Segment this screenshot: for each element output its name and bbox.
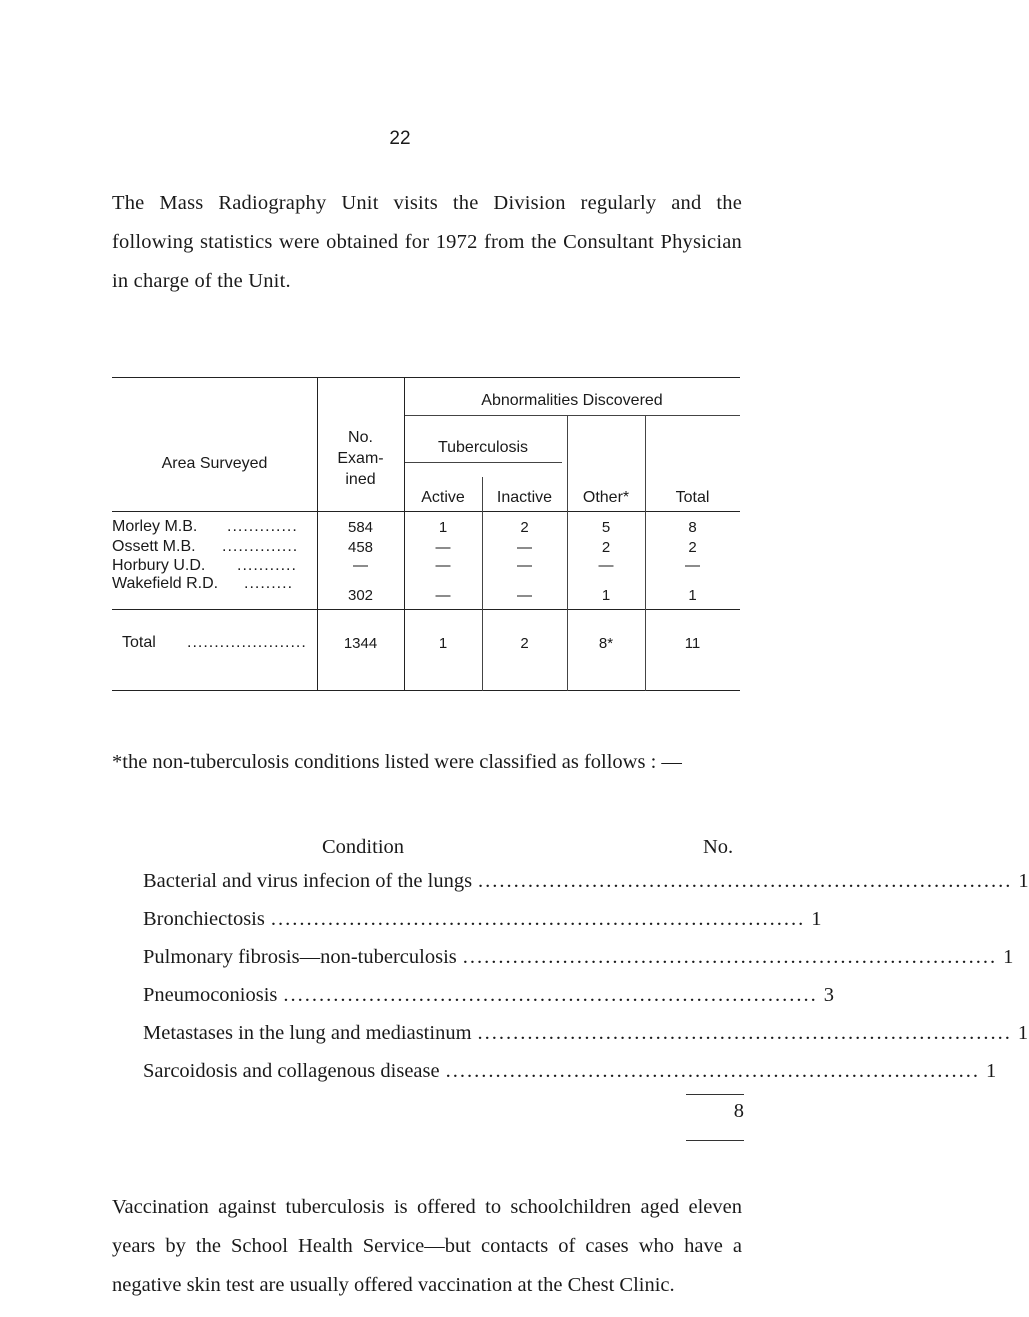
total-row-examined: 1344 xyxy=(343,635,378,652)
leader-dots: ........................................................................... xyxy=(270,908,806,930)
table-row-examined: — xyxy=(353,557,368,574)
leader-dots: ........................................................................... xyxy=(283,984,818,1006)
table-row-inactive: — xyxy=(517,587,532,604)
leader-dots: ...................... xyxy=(187,634,307,651)
table-row-active: — xyxy=(435,587,451,604)
sum-rule-top xyxy=(686,1094,744,1095)
sum-rule-bottom xyxy=(686,1140,744,1141)
table-row-examined: 458 xyxy=(347,539,374,556)
leader-dots: ........................................................................... xyxy=(478,870,1013,892)
footnote-paragraph: *the non-tuberculosis conditions listed were classified as follows : — xyxy=(112,751,682,773)
intro-paragraph: The Mass Radiography Unit visits the Division regularly and the following statistics were obtained for 1972 from the Consultant Physician in charge of the Unit. xyxy=(112,192,742,292)
condition-label: Metastases in the lung and mediastinum xyxy=(143,1022,472,1044)
table-row-total: — xyxy=(685,557,700,574)
table-row-area: Wakefield R.D. xyxy=(112,575,219,592)
table-row-area: Morley M.B. xyxy=(112,518,198,535)
table-row-total: 8 xyxy=(688,519,697,536)
table-row-active: — xyxy=(435,557,451,574)
total-row-active: 1 xyxy=(438,635,448,652)
table-row-inactive: — xyxy=(517,539,532,556)
table-row-total: 2 xyxy=(688,539,697,556)
closing-paragraph: Vaccination against tuberculosis is offered to schoolchildren aged eleven years by the School Health Service—but contacts of cases who have a negative skin test are usually offered vaccination at the Chest Clinic. xyxy=(112,1196,742,1296)
header-area: Area Surveyed xyxy=(161,455,268,472)
table-row-area: Horbury U.D. xyxy=(112,557,206,574)
condition-count: 1 xyxy=(985,1060,997,1082)
list-item xyxy=(143,908,822,946)
condition-count: 1 xyxy=(1017,1022,1029,1044)
leader-dots: ........................................................................... xyxy=(462,946,998,968)
list-item xyxy=(143,946,1014,984)
header-other: Other* xyxy=(582,489,630,506)
tuberculosis-rule xyxy=(404,462,562,463)
leader-dots: ............. xyxy=(227,518,298,535)
list-item xyxy=(143,1060,997,1098)
condition-label: Bacterial and virus infecion of the lungs xyxy=(143,870,473,892)
header-examined-3: ined xyxy=(345,471,376,488)
conditions-total: 8 xyxy=(733,1100,744,1122)
leader-dots: .............. xyxy=(222,538,299,555)
conditions-header-condition: Condition xyxy=(322,836,405,858)
table-row-area: Ossett M.B. xyxy=(112,538,196,555)
leader-dots: ......... xyxy=(244,575,294,592)
condition-label: Sarcoidosis and collagenous disease xyxy=(143,1060,440,1082)
table-row-other: — xyxy=(598,557,614,574)
condition-count: 1 xyxy=(811,908,822,930)
list-item xyxy=(143,1022,1029,1060)
table-top-rule xyxy=(112,377,740,378)
total-row-area: Total xyxy=(122,634,156,651)
conditions-list xyxy=(143,870,1029,1098)
page-number: 22 xyxy=(389,128,411,149)
table-row-examined: 302 xyxy=(347,587,374,604)
table-row-inactive: — xyxy=(517,557,532,574)
table-row-other: 1 xyxy=(601,587,611,604)
leader-dots: ........................................................................... xyxy=(445,1060,980,1082)
table-row-active: — xyxy=(435,539,451,556)
leader-dots: ........................................................................... xyxy=(477,1022,1012,1044)
table-row-other: 5 xyxy=(601,519,611,536)
total-row-other: 8* xyxy=(598,635,614,652)
condition-label: Bronchiectosis xyxy=(143,908,265,930)
header-total: Total xyxy=(675,489,710,506)
table-row-examined: 584 xyxy=(347,519,374,536)
condition-label: Pulmonary fibrosis—non-tuberculosis xyxy=(143,946,457,968)
header-tuberculosis: Tuberculosis xyxy=(437,439,529,456)
header-examined-1: No. xyxy=(348,429,373,446)
list-item xyxy=(143,984,835,1022)
header-inactive: Inactive xyxy=(496,489,553,506)
header-examined-2: Exam- xyxy=(337,450,384,467)
list-item xyxy=(143,870,1029,908)
condition-count: 1 xyxy=(1003,946,1014,968)
condition-count: 3 xyxy=(823,984,835,1006)
total-row-total: 11 xyxy=(684,635,701,652)
col-rule-inactive xyxy=(482,477,483,691)
table-row-inactive: 2 xyxy=(520,519,529,536)
header-active: Active xyxy=(421,489,465,506)
leader-dots: ........... xyxy=(237,557,297,574)
table-row-other: 2 xyxy=(601,539,611,556)
conditions-header-no: No. xyxy=(703,836,734,858)
condition-label: Pneumoconiosis xyxy=(143,984,278,1006)
table-row-active: 1 xyxy=(438,519,448,536)
total-row-inactive: 2 xyxy=(520,635,529,652)
table-row-total: 1 xyxy=(688,587,697,604)
header-abnormalities: Abnormalities Discovered xyxy=(481,392,663,409)
condition-count: 1 xyxy=(1018,870,1029,892)
radiography-table xyxy=(112,377,740,691)
abnormalities-rule xyxy=(404,415,740,416)
